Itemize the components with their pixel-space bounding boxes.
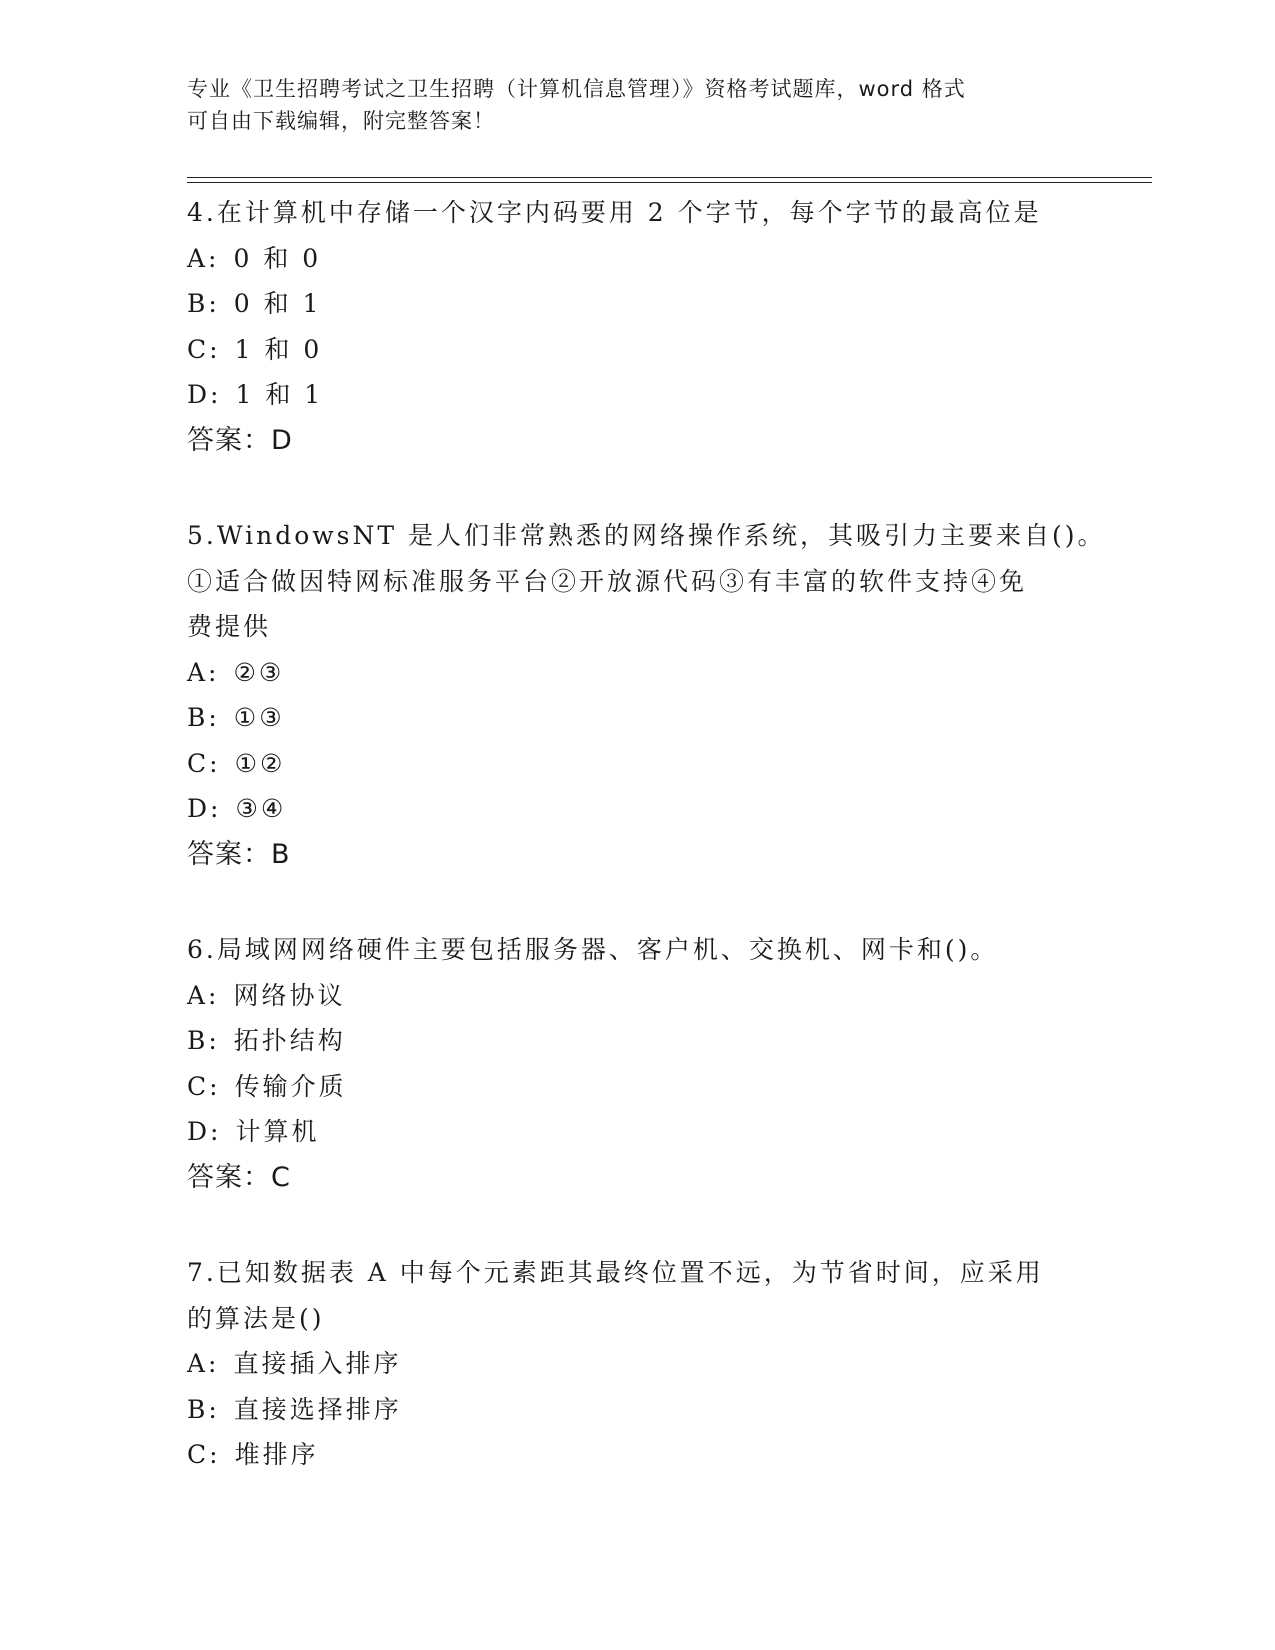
option-label: D: bbox=[187, 380, 222, 409]
question-7 bbox=[187, 1250, 1087, 1478]
option-d bbox=[187, 372, 1087, 418]
option-a bbox=[187, 650, 1087, 696]
document-header bbox=[187, 73, 1067, 137]
option-label: B: bbox=[187, 289, 220, 318]
option-text: 网络协议 bbox=[233, 980, 346, 1010]
option-label: A: bbox=[187, 243, 220, 273]
option-text: ①③ bbox=[233, 703, 285, 732]
header-divider-bottom bbox=[187, 182, 1152, 183]
question-stem: 4.在计算机中存储一个汉字内码要用 2 个字节，每个字节的最高位是 bbox=[187, 198, 1042, 227]
option-label: B: bbox=[187, 1394, 220, 1424]
answer-line: 答案：D bbox=[187, 424, 293, 456]
option-text: 0 和 0 bbox=[233, 243, 322, 273]
option-c bbox=[187, 1432, 1087, 1478]
option-d bbox=[187, 1109, 1087, 1155]
answer-line: 答案：C bbox=[187, 1161, 291, 1193]
option-text: ②③ bbox=[233, 657, 285, 687]
option-label: A: bbox=[187, 980, 220, 1010]
option-b bbox=[187, 1018, 1087, 1064]
option-label: C: bbox=[187, 1440, 221, 1469]
question-stem: 费提供 bbox=[187, 612, 272, 641]
option-text: 直接选择排序 bbox=[233, 1394, 402, 1424]
option-text: ③④ bbox=[235, 794, 287, 823]
question-stem: 5.WindowsNT 是人们非常熟悉的网络操作系统，其吸引力主要来自()。 bbox=[187, 521, 1106, 550]
option-text: 拓扑结构 bbox=[233, 1026, 346, 1055]
option-a bbox=[187, 973, 1087, 1019]
option-label: C: bbox=[187, 1071, 221, 1101]
option-label: A: bbox=[187, 657, 220, 687]
header-divider-top bbox=[187, 177, 1152, 178]
option-text: 直接插入排序 bbox=[233, 1349, 402, 1378]
question-stem: 7.已知数据表 A 中每个元素距其最终位置不远，为节省时间，应采用 bbox=[187, 1258, 1044, 1287]
option-d bbox=[187, 786, 1087, 832]
option-text: 1 和 0 bbox=[234, 334, 323, 364]
answer-line: 答案：B bbox=[187, 838, 291, 870]
option-b bbox=[187, 281, 1087, 327]
option-label: B: bbox=[187, 703, 220, 732]
option-b bbox=[187, 695, 1087, 741]
option-label: D: bbox=[187, 794, 222, 823]
question-stem: ①适合做因特网标准服务平台②开放源代码③有丰富的软件支持④免 bbox=[187, 566, 1028, 596]
option-text: 计算机 bbox=[235, 1117, 320, 1146]
question-6 bbox=[187, 927, 1087, 1200]
option-text: 1 和 1 bbox=[235, 380, 324, 409]
option-a bbox=[187, 1341, 1087, 1387]
question-list bbox=[187, 190, 1106, 1528]
question-stem: 6.局域网网络硬件主要包括服务器、客户机、交换机、网卡和()。 bbox=[187, 935, 999, 964]
option-text: ①② bbox=[234, 748, 286, 778]
question-4 bbox=[187, 190, 1087, 463]
option-c bbox=[187, 327, 1087, 373]
option-a bbox=[187, 236, 1087, 282]
option-text: 0 和 1 bbox=[233, 289, 322, 318]
option-label: C: bbox=[187, 334, 221, 364]
option-c bbox=[187, 741, 1087, 787]
header-line-1: 专业《卫生招聘考试之卫生招聘（计算机信息管理）》资格考试题库，word 格式 bbox=[187, 77, 966, 101]
option-text: 传输介质 bbox=[234, 1071, 347, 1101]
header-line-2: 可自由下载编辑，附完整答案！ bbox=[187, 109, 495, 133]
option-label: D: bbox=[187, 1117, 222, 1146]
option-b bbox=[187, 1387, 1087, 1433]
question-5 bbox=[187, 513, 1106, 877]
question-stem: 的算法是() bbox=[187, 1303, 325, 1333]
option-c bbox=[187, 1064, 1087, 1110]
option-label: B: bbox=[187, 1026, 220, 1055]
option-label: A: bbox=[187, 1349, 220, 1378]
option-label: C: bbox=[187, 748, 221, 778]
option-text: 堆排序 bbox=[234, 1440, 319, 1469]
